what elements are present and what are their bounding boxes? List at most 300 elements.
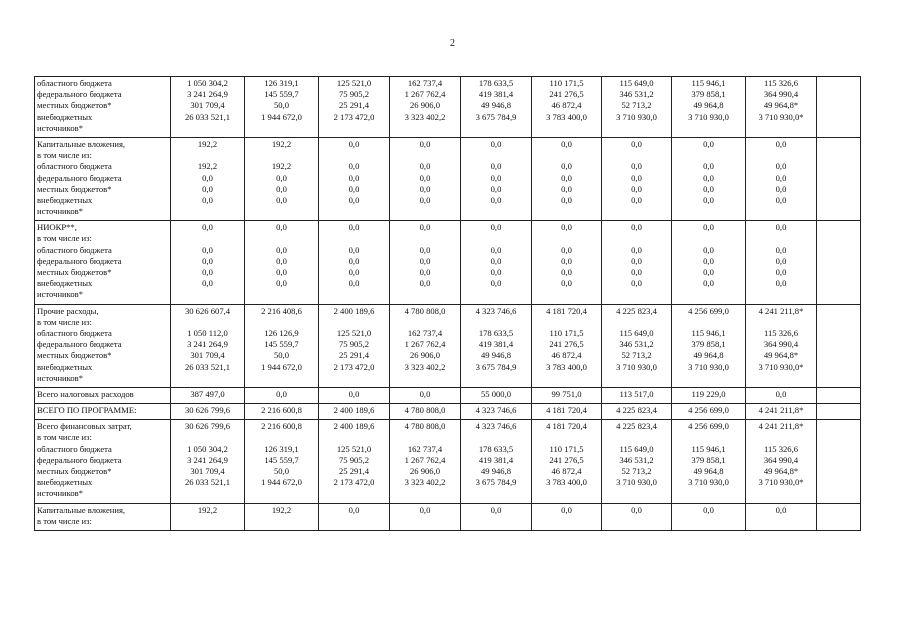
cell-value [392, 233, 458, 244]
value-cell [245, 387, 319, 403]
cell-value [819, 317, 858, 328]
cell-value [463, 516, 529, 527]
cell-value [392, 516, 458, 527]
cell-value [604, 373, 669, 384]
cell-value [173, 233, 242, 244]
cell-value [819, 89, 858, 100]
cell-value [748, 317, 814, 328]
row-label-line: источников* [37, 372, 84, 383]
cell-value: 0,0 [419, 222, 431, 233]
cell-value: 115 649,0 [619, 443, 654, 454]
row-label-line: федерального бюджета [37, 454, 122, 465]
cell-value: 0,0 [202, 194, 213, 205]
row-label-line: источников* [37, 122, 84, 133]
cell-value: 0,0 [419, 194, 431, 205]
cell-value: 49 964,8* [763, 100, 799, 111]
cell-value: 0,0 [703, 278, 714, 289]
value-cell [746, 77, 817, 138]
value-cell [390, 404, 461, 420]
cell-value: 0,0 [490, 504, 502, 515]
cell-value: 4 780 808,0 [404, 405, 446, 416]
cell-value: 126 319,1 [264, 443, 299, 454]
cell-value: 0,0 [348, 244, 360, 255]
cell-value: 3 710 930,0 [616, 477, 657, 488]
cell-value [604, 317, 669, 328]
cell-value: 178 633,5 [478, 443, 514, 454]
cell-value [321, 123, 387, 134]
cell-value: 50,0 [273, 466, 290, 476]
cell-value: 0,0 [775, 161, 787, 172]
value-cell [532, 404, 602, 420]
cell-value [534, 233, 599, 244]
cell-value: 0,0 [631, 278, 642, 289]
cell-value: 4 323 746,6 [475, 405, 517, 416]
cell-value: 0,0 [775, 138, 787, 149]
cell-value [819, 466, 858, 477]
cell-value: 301 709,4 [190, 100, 225, 111]
value-cell [390, 503, 461, 530]
cell-value [247, 488, 316, 499]
row-label-line: областного бюджета [37, 161, 112, 172]
cell-value [321, 150, 387, 161]
cell-value: 26 033 521,1 [184, 111, 231, 122]
cell-value: 3 241 264,9 [187, 339, 228, 350]
cell-value: 2 400 189,6 [333, 405, 375, 416]
cell-value: 346 531,2 [619, 339, 654, 350]
value-cell [602, 420, 672, 503]
value-cell [390, 387, 461, 403]
cell-value [604, 233, 669, 244]
cell-value: 26 906,0 [409, 100, 441, 111]
cell-value [819, 328, 858, 339]
value-cell [817, 420, 861, 503]
cell-value: 419 381,4 [478, 454, 514, 465]
cell-value: 3 675 784,9 [475, 361, 517, 372]
cell-value: 0,0 [775, 255, 787, 266]
row-label-line: Всего налоговых расходов [37, 388, 134, 399]
cell-value [748, 373, 814, 384]
cell-value: 192,2 [271, 504, 292, 515]
cell-value: 3 783 400,0 [546, 111, 587, 122]
value-cell [672, 503, 746, 530]
row-label-line: в том числе из: [37, 150, 92, 161]
cell-value [247, 516, 316, 527]
cell-value: 2 173 472,0 [333, 361, 375, 372]
cell-value: 0,0 [348, 138, 360, 149]
cell-value: 0,0 [631, 267, 642, 277]
value-cell [461, 304, 532, 387]
cell-value: 75 905,2 [338, 89, 370, 100]
cell-value [819, 421, 858, 432]
cell-value: 0,0 [561, 222, 572, 233]
cell-value: 113 517,0 [619, 388, 654, 399]
value-cell [171, 137, 245, 220]
cell-value: 115 649,0 [619, 327, 654, 338]
cell-value [819, 245, 858, 256]
cell-value: 26 906,0 [409, 466, 441, 476]
cell-value [604, 289, 669, 300]
cell-value: 0,0 [775, 504, 787, 515]
cell-value [463, 488, 529, 499]
cell-value: 0,0 [703, 194, 714, 205]
cell-value [674, 317, 743, 328]
cell-value: 110 171,5 [549, 443, 584, 454]
cell-value [604, 516, 669, 527]
cell-value: 0,0 [631, 161, 642, 172]
cell-value: 162 737,4 [407, 327, 443, 338]
value-cell [461, 503, 532, 530]
cell-value [819, 289, 858, 300]
cell-value: 126 126,9 [264, 327, 299, 338]
cell-value: 52 713,2 [621, 100, 652, 111]
cell-value: 1 944 672,0 [261, 111, 302, 122]
cell-value: 346 531,2 [619, 89, 654, 100]
cell-value: 115 946,1 [691, 78, 726, 88]
cell-value: 3 783 400,0 [546, 477, 587, 488]
cell-value [463, 317, 529, 328]
table-row [35, 503, 861, 530]
cell-value: 49 964,8 [693, 350, 724, 361]
cell-value: 126 319,1 [264, 78, 299, 88]
cell-value: 25 291,4 [338, 350, 370, 361]
cell-value [748, 516, 814, 527]
cell-value: 115 326,6 [763, 78, 799, 88]
value-cell [532, 420, 602, 503]
row-label-line: местных бюджетов* [37, 466, 112, 476]
cell-value [674, 123, 743, 134]
cell-value [819, 150, 858, 161]
value-cell [672, 221, 746, 304]
cell-value: 50,0 [273, 350, 290, 361]
cell-value: 0,0 [202, 244, 213, 255]
cell-value: 3 710 930,0 [688, 477, 729, 488]
table-row [35, 404, 861, 420]
cell-value [674, 206, 743, 217]
cell-value [819, 100, 858, 111]
row-label-cell [35, 420, 171, 503]
cell-value: 3 323 402,2 [404, 111, 446, 122]
cell-value [247, 432, 316, 443]
cell-value: 0,0 [348, 222, 360, 233]
cell-value: 0,0 [348, 267, 360, 277]
cell-value: 3 710 930,0 [616, 361, 657, 372]
cell-value [674, 233, 743, 244]
value-cell [532, 221, 602, 304]
cell-value [247, 150, 316, 161]
cell-value: 0,0 [419, 138, 431, 149]
cell-value: 3 323 402,2 [404, 361, 446, 372]
value-cell [319, 404, 390, 420]
cell-value [604, 123, 669, 134]
cell-value: 115 326,6 [763, 443, 799, 454]
row-label-line: областного бюджета [37, 443, 112, 454]
cell-value: 26 033 521,1 [184, 361, 231, 372]
cell-value: 0,0 [703, 267, 714, 277]
cell-value [604, 206, 669, 217]
cell-value: 46 872,4 [551, 100, 582, 111]
cell-value [534, 432, 599, 443]
cell-value: 110 171,5 [549, 78, 584, 88]
cell-value [674, 150, 743, 161]
cell-value [534, 289, 599, 300]
cell-value: 0,0 [631, 222, 642, 233]
cell-value: 4 256 699,0 [688, 305, 729, 316]
row-label-line: местных бюджетов* [37, 183, 112, 194]
cell-value: 2 216 600,8 [261, 421, 302, 432]
cell-value: 0,0 [276, 194, 287, 205]
row-label-line: источников* [37, 289, 84, 300]
cell-value [819, 455, 858, 466]
cell-value: 0,0 [276, 183, 287, 194]
cell-value: 192,2 [271, 161, 292, 172]
value-cell [245, 304, 319, 387]
cell-value: 0,0 [490, 172, 502, 183]
value-cell [672, 420, 746, 503]
value-cell [390, 304, 461, 387]
cell-value: 0,0 [775, 222, 787, 233]
cell-value [819, 373, 858, 384]
cell-value [748, 150, 814, 161]
budget-table [34, 76, 861, 531]
cell-value: 0,0 [419, 161, 431, 172]
cell-value [819, 195, 858, 206]
page-number: 2 [450, 38, 455, 49]
cell-value [819, 444, 858, 455]
cell-value: 241 276,5 [549, 339, 584, 350]
cell-value: 4 256 699,0 [688, 405, 729, 416]
cell-value: 0,0 [561, 504, 572, 515]
value-cell [319, 420, 390, 503]
cell-value [819, 173, 858, 184]
cell-value [392, 432, 458, 443]
cell-value [819, 78, 858, 89]
cell-value: 4 256 699,0 [688, 421, 729, 432]
cell-value: 26 033 521,1 [184, 477, 231, 488]
cell-value: 2 173 472,0 [333, 477, 375, 488]
cell-value: 0,0 [561, 244, 572, 255]
value-cell [390, 221, 461, 304]
cell-value: 0,0 [419, 278, 431, 289]
cell-value: 0,0 [419, 183, 431, 194]
cell-value [674, 432, 743, 443]
cell-value: 115 649,0 [619, 78, 654, 88]
cell-value [604, 150, 669, 161]
value-cell [319, 77, 390, 138]
cell-value [173, 432, 242, 443]
cell-value: 364 990,4 [763, 89, 799, 100]
cell-value: 192,2 [197, 161, 218, 172]
cell-value: 1 944 672,0 [261, 477, 302, 488]
row-label-line: областного бюджета [37, 244, 112, 255]
cell-value: 115 326,6 [763, 327, 799, 338]
cell-value: 3 241 264,9 [187, 454, 228, 465]
cell-value: 4 323 746,6 [475, 305, 517, 316]
cell-value [392, 317, 458, 328]
value-cell [171, 387, 245, 403]
cell-value: 0,0 [490, 255, 502, 266]
cell-value: 4 323 746,6 [475, 421, 517, 432]
row-label-line: Всего финансовых затрат, [37, 421, 132, 432]
cell-value: 119 229,0 [691, 388, 726, 399]
cell-value: 30 626 799,6 [184, 421, 231, 432]
cell-value: 192,2 [197, 138, 218, 149]
cell-value: 4 181 720,4 [546, 405, 587, 416]
cell-value: 3 675 784,9 [475, 111, 517, 122]
value-cell [171, 221, 245, 304]
value-cell [532, 304, 602, 387]
cell-value: 0,0 [561, 267, 572, 277]
value-cell [817, 404, 861, 420]
cell-value: 0,0 [775, 267, 787, 277]
value-cell [461, 420, 532, 503]
row-label-line: внебюджетных [37, 194, 93, 205]
value-cell [245, 137, 319, 220]
cell-value: 379 858,1 [691, 89, 726, 100]
cell-value: 49 964,8 [693, 100, 724, 111]
cell-value [819, 389, 858, 400]
cell-value: 0,0 [703, 183, 714, 194]
row-label-line: внебюджетных [37, 361, 93, 372]
value-cell [602, 221, 672, 304]
cell-value: 0,0 [561, 278, 572, 289]
cell-value: 379 858,1 [691, 454, 726, 465]
cell-value: 110 171,5 [549, 327, 584, 338]
value-cell [602, 387, 672, 403]
cell-value: 0,0 [419, 244, 431, 255]
cell-value [819, 505, 858, 516]
cell-value: 0,0 [775, 244, 787, 255]
table-row [35, 304, 861, 387]
value-cell [746, 503, 817, 530]
cell-value [463, 206, 529, 217]
value-cell [171, 503, 245, 530]
row-label-line: НИОКР**, [37, 222, 77, 233]
value-cell [319, 387, 390, 403]
cell-value: 0,0 [276, 244, 287, 255]
value-cell [746, 137, 817, 220]
cell-value: 178 633,5 [478, 327, 514, 338]
row-label-line: внебюджетных [37, 278, 93, 289]
cell-value: 3 710 930,0 [688, 361, 729, 372]
cell-value: 1 050 304,2 [187, 78, 228, 88]
cell-value: 0,0 [348, 183, 360, 194]
cell-value [392, 206, 458, 217]
row-label-cell [35, 77, 171, 138]
row-label-line: Капитальные вложения, [37, 504, 126, 515]
cell-value [392, 123, 458, 134]
cell-value: 0,0 [490, 278, 502, 289]
cell-value [748, 432, 814, 443]
value-cell [245, 221, 319, 304]
cell-value: 0,0 [775, 278, 787, 289]
cell-value: 52 713,2 [621, 350, 652, 361]
row-label-line: Прочие расходы, [37, 305, 99, 316]
cell-value: 0,0 [348, 172, 360, 183]
row-label-line: ВСЕГО ПО ПРОГРАММЕ: [37, 405, 137, 416]
cell-value: 115 946,1 [691, 327, 726, 338]
cell-value [247, 123, 316, 134]
value-cell [319, 221, 390, 304]
value-cell [245, 404, 319, 420]
cell-value [463, 373, 529, 384]
cell-value: 3 710 930,0 [616, 111, 657, 122]
cell-value: 46 872,4 [551, 466, 582, 476]
cell-value [819, 362, 858, 373]
table-row [35, 420, 861, 503]
cell-value [534, 488, 599, 499]
cell-value: 0,0 [561, 161, 572, 172]
table-row [35, 221, 861, 304]
cell-value [247, 317, 316, 328]
cell-value [321, 432, 387, 443]
value-cell [461, 387, 532, 403]
cell-value [321, 373, 387, 384]
cell-value [748, 289, 814, 300]
row-label-cell [35, 404, 171, 420]
cell-value [534, 150, 599, 161]
cell-value: 25 291,4 [338, 100, 370, 111]
cell-value: 0,0 [490, 161, 502, 172]
cell-value: 301 709,4 [190, 350, 225, 361]
value-cell [171, 77, 245, 138]
cell-value: 0,0 [348, 255, 360, 266]
cell-value: 0,0 [202, 172, 213, 183]
cell-value: 55 000,0 [480, 388, 512, 399]
row-label-cell [35, 503, 171, 530]
cell-value [392, 150, 458, 161]
cell-value: 4 225 823,4 [616, 421, 657, 432]
table-row [35, 77, 861, 138]
cell-value: 1 050 112,0 [187, 327, 228, 338]
value-cell [390, 137, 461, 220]
value-cell [817, 304, 861, 387]
cell-value: 4 181 720,4 [546, 305, 587, 316]
cell-value [819, 477, 858, 488]
cell-value: 25 291,4 [338, 466, 370, 476]
cell-value: 0,0 [276, 388, 287, 399]
cell-value [819, 278, 858, 289]
cell-value [173, 516, 242, 527]
row-label-line: в том числе из: [37, 432, 92, 443]
row-label-line: федерального бюджета [37, 339, 122, 350]
row-label-line: источников* [37, 206, 84, 217]
cell-value [674, 373, 743, 384]
cell-value: 0,0 [631, 183, 642, 194]
cell-value [247, 233, 316, 244]
value-cell [319, 137, 390, 220]
value-cell [171, 404, 245, 420]
cell-value: 3 323 402,2 [404, 477, 446, 488]
cell-value: 50,0 [273, 100, 290, 111]
value-cell [817, 221, 861, 304]
cell-value: 387 497,0 [190, 388, 225, 399]
cell-value: 0,0 [276, 222, 287, 233]
value-cell [602, 404, 672, 420]
value-cell [817, 137, 861, 220]
value-cell [461, 77, 532, 138]
row-label-line: федерального бюджета [37, 255, 122, 266]
cell-value: 3 783 400,0 [546, 361, 587, 372]
cell-value: 115 946,1 [691, 443, 726, 454]
cell-value: 4 780 808,0 [404, 305, 446, 316]
cell-value: 125 521,0 [336, 78, 372, 88]
value-cell [746, 304, 817, 387]
cell-value [247, 373, 316, 384]
cell-value: 30 626 799,6 [184, 405, 231, 416]
cell-value: 145 559,7 [264, 89, 299, 100]
value-cell [602, 77, 672, 138]
cell-value [173, 488, 242, 499]
